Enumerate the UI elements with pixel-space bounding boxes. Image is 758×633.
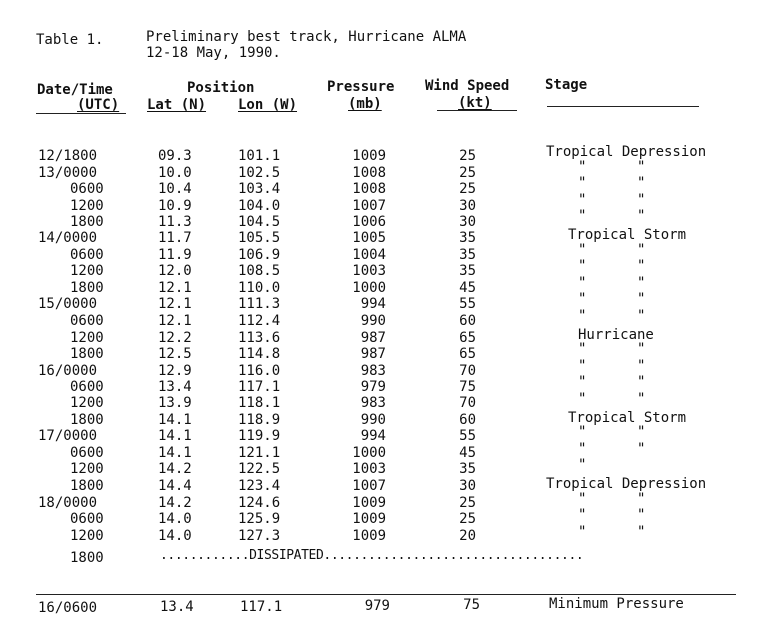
dissipated-note: ............DISSIPATED................................... <box>160 548 584 563</box>
summary-lon: 117.1 <box>240 599 283 615</box>
row-lat: 14.1 <box>158 412 192 428</box>
header-lat: Lat (N) <box>147 97 207 113</box>
row-datetime: 17/0000 <box>38 428 98 444</box>
row-lat: 12.0 <box>158 263 192 279</box>
header-kt: (kt) <box>458 95 492 111</box>
row-wind: 25 <box>459 148 476 164</box>
row-stage: Tropical Storm <box>568 227 687 243</box>
row-pressure: 1009 <box>352 511 386 527</box>
row-lon: 111.3 <box>238 296 281 312</box>
row-ditto-marks: " " <box>578 391 646 407</box>
row-lat: 12.5 <box>158 346 192 362</box>
row-wind: 55 <box>459 296 476 312</box>
row-lon: 105.5 <box>238 230 281 246</box>
row-datetime: 1800 <box>70 214 104 230</box>
row-pressure: 1005 <box>352 230 386 246</box>
row-ditto-marks: " " <box>578 275 646 291</box>
summary-wind: 75 <box>463 597 480 613</box>
header-pressure: Pressure <box>327 79 395 95</box>
row-lon: 123.4 <box>238 478 281 494</box>
row-pressure: 983 <box>360 363 386 379</box>
row-lon: 125.9 <box>238 511 281 527</box>
row-pressure: 1003 <box>352 461 386 477</box>
summary-lat: 13.4 <box>160 599 194 615</box>
row-datetime: 1800 <box>70 478 104 494</box>
row-ditto-marks: " " <box>578 374 646 390</box>
row-pressure: 1000 <box>352 280 386 296</box>
row-pressure: 990 <box>360 412 386 428</box>
row-wind: 25 <box>459 165 476 181</box>
row-lat: 12.1 <box>158 296 192 312</box>
row-wind: 55 <box>459 428 476 444</box>
row-lon: 102.5 <box>238 165 281 181</box>
row-ditto-marks: " " <box>578 192 646 208</box>
header-stage: Stage <box>545 77 588 93</box>
header-rule-wind <box>437 110 517 111</box>
header-datetime: Date/Time <box>37 82 113 98</box>
row-pressure: 1008 <box>352 165 386 181</box>
row-ditto-marks: " " <box>578 208 646 224</box>
row-lat: 14.1 <box>158 445 192 461</box>
row-pressure: 1004 <box>352 247 386 263</box>
summary-rule <box>36 594 736 595</box>
row-lat: 14.4 <box>158 478 192 494</box>
row-datetime: 1200 <box>70 395 104 411</box>
row-pressure: 1007 <box>352 198 386 214</box>
table-title-line-1: Preliminary best track, Hurricane ALMA <box>146 29 467 45</box>
row-pressure: 1008 <box>352 181 386 197</box>
row-lon: 112.4 <box>238 313 281 329</box>
row-lat: 11.3 <box>158 214 192 230</box>
header-position: Position <box>187 80 255 96</box>
row-ditto-marks: " " <box>578 175 646 191</box>
row-wind: 60 <box>459 412 476 428</box>
row-lon: 122.5 <box>238 461 281 477</box>
row-stage: Tropical Storm <box>568 410 687 426</box>
row-lat: 11.9 <box>158 247 192 263</box>
row-wind: 25 <box>459 511 476 527</box>
row-pressure: 987 <box>360 330 386 346</box>
row-datetime: 18/0000 <box>38 495 98 511</box>
summary-datetime: 16/0600 <box>38 600 98 616</box>
row-datetime: 0600 <box>70 181 104 197</box>
row-lon: 121.1 <box>238 445 281 461</box>
row-ditto-marks: " " <box>578 258 646 274</box>
row-datetime: 16/0000 <box>38 363 98 379</box>
row-wind: 45 <box>459 280 476 296</box>
row-lon: 108.5 <box>238 263 281 279</box>
row-datetime: 1200 <box>70 263 104 279</box>
row-lat: 11.7 <box>158 230 192 246</box>
header-lon: Lon (W) <box>238 97 298 113</box>
row-lon: 114.8 <box>238 346 281 362</box>
header-utc: (UTC) <box>77 97 120 113</box>
row-lat: 12.1 <box>158 313 192 329</box>
row-datetime: 1800 <box>70 280 104 296</box>
row-datetime: 12/1800 <box>38 148 98 164</box>
row-lon: 103.4 <box>238 181 281 197</box>
row-lon: 104.0 <box>238 198 281 214</box>
row-lon: 116.0 <box>238 363 281 379</box>
row-lat: 13.9 <box>158 395 192 411</box>
row-lat: 14.0 <box>158 528 192 544</box>
row-datetime: 1200 <box>70 330 104 346</box>
row-pressure: 1007 <box>352 478 386 494</box>
row-pressure: 1003 <box>352 263 386 279</box>
row-lat: 10.4 <box>158 181 192 197</box>
row-lat: 10.9 <box>158 198 192 214</box>
row-ditto-marks: " " <box>578 358 646 374</box>
row-lon: 101.1 <box>238 148 281 164</box>
row-ditto-marks: " " <box>578 491 646 507</box>
row-wind: 20 <box>459 528 476 544</box>
header-mb: (mb) <box>348 96 382 112</box>
row-wind: 30 <box>459 478 476 494</box>
row-lon: 113.6 <box>238 330 281 346</box>
row-pressure: 979 <box>360 379 386 395</box>
row-wind: 75 <box>459 379 476 395</box>
header-wind-speed: Wind Speed <box>425 78 510 94</box>
row-datetime: 1800 <box>70 412 104 428</box>
row-datetime: 13/0000 <box>38 165 98 181</box>
row-datetime: 14/0000 <box>38 230 98 246</box>
row-wind: 25 <box>459 495 476 511</box>
summary-stage: Minimum Pressure <box>549 596 684 612</box>
table-label: Table 1. <box>36 32 104 48</box>
row-lat: 14.2 <box>158 461 192 477</box>
row-lon: 106.9 <box>238 247 281 263</box>
row-ditto-marks: " " <box>578 308 646 324</box>
row-stage: Hurricane <box>578 327 654 343</box>
table-title-line-2: 12-18 May, 1990. <box>146 45 281 61</box>
row-ditto-marks: " " <box>578 507 646 523</box>
row-datetime: 0600 <box>70 247 104 263</box>
row-datetime: 0600 <box>70 511 104 527</box>
row-datetime: 1200 <box>70 528 104 544</box>
row-wind: 60 <box>459 313 476 329</box>
row-lat: 14.0 <box>158 511 192 527</box>
row-wind: 65 <box>459 346 476 362</box>
row-lon: 118.1 <box>238 395 281 411</box>
row-ditto-marks: " " <box>578 424 646 440</box>
row-stage: Tropical Depression <box>546 476 707 492</box>
row-pressure: 990 <box>360 313 386 329</box>
row-lat: 12.2 <box>158 330 192 346</box>
row-ditto-marks: " <box>578 457 587 473</box>
row-wind: 30 <box>459 214 476 230</box>
row-lon: 110.0 <box>238 280 281 296</box>
row-datetime: 0600 <box>70 445 104 461</box>
row-lon: 118.9 <box>238 412 281 428</box>
row-wind: 45 <box>459 445 476 461</box>
row-ditto-marks: " " <box>578 242 646 258</box>
row-pressure: 1009 <box>352 495 386 511</box>
row-lat: 13.4 <box>158 379 192 395</box>
row-wind: 35 <box>459 247 476 263</box>
row-wind: 35 <box>459 230 476 246</box>
header-rule-datetime <box>36 113 126 114</box>
row-lat: 09.3 <box>158 148 192 164</box>
row-lon: 119.9 <box>238 428 281 444</box>
row-datetime: 0600 <box>70 379 104 395</box>
row-lat: 12.9 <box>158 363 192 379</box>
row-stage: Tropical Depression <box>546 144 707 160</box>
row-lon: 127.3 <box>238 528 281 544</box>
summary-pressure: 979 <box>364 598 390 614</box>
row-ditto-marks: " " <box>578 441 646 457</box>
row-pressure: 1000 <box>352 445 386 461</box>
row-wind: 70 <box>459 395 476 411</box>
row-wind: 30 <box>459 198 476 214</box>
row-lon: 124.6 <box>238 495 281 511</box>
row-pressure: 994 <box>360 428 386 444</box>
row-datetime: 15/0000 <box>38 296 98 312</box>
row-pressure: 1009 <box>352 528 386 544</box>
dissipated-datetime: 1800 <box>70 550 104 566</box>
row-pressure: 987 <box>360 346 386 362</box>
row-pressure: 994 <box>360 296 386 312</box>
row-wind: 70 <box>459 363 476 379</box>
row-lon: 117.1 <box>238 379 281 395</box>
row-ditto-marks: " " <box>578 341 646 357</box>
row-wind: 25 <box>459 181 476 197</box>
row-pressure: 1009 <box>352 148 386 164</box>
row-wind: 65 <box>459 330 476 346</box>
row-datetime: 1800 <box>70 346 104 362</box>
row-lat: 12.1 <box>158 280 192 296</box>
header-rule-stage <box>547 106 699 107</box>
row-lat: 10.0 <box>158 165 192 181</box>
row-datetime: 1200 <box>70 198 104 214</box>
row-datetime: 0600 <box>70 313 104 329</box>
row-pressure: 1006 <box>352 214 386 230</box>
row-lon: 104.5 <box>238 214 281 230</box>
row-ditto-marks: " " <box>578 159 646 175</box>
row-wind: 35 <box>459 461 476 477</box>
row-pressure: 983 <box>360 395 386 411</box>
row-ditto-marks: " " <box>578 291 646 307</box>
row-datetime: 1200 <box>70 461 104 477</box>
row-ditto-marks: " " <box>578 524 646 540</box>
row-lat: 14.1 <box>158 428 192 444</box>
row-lat: 14.2 <box>158 495 192 511</box>
row-wind: 35 <box>459 263 476 279</box>
